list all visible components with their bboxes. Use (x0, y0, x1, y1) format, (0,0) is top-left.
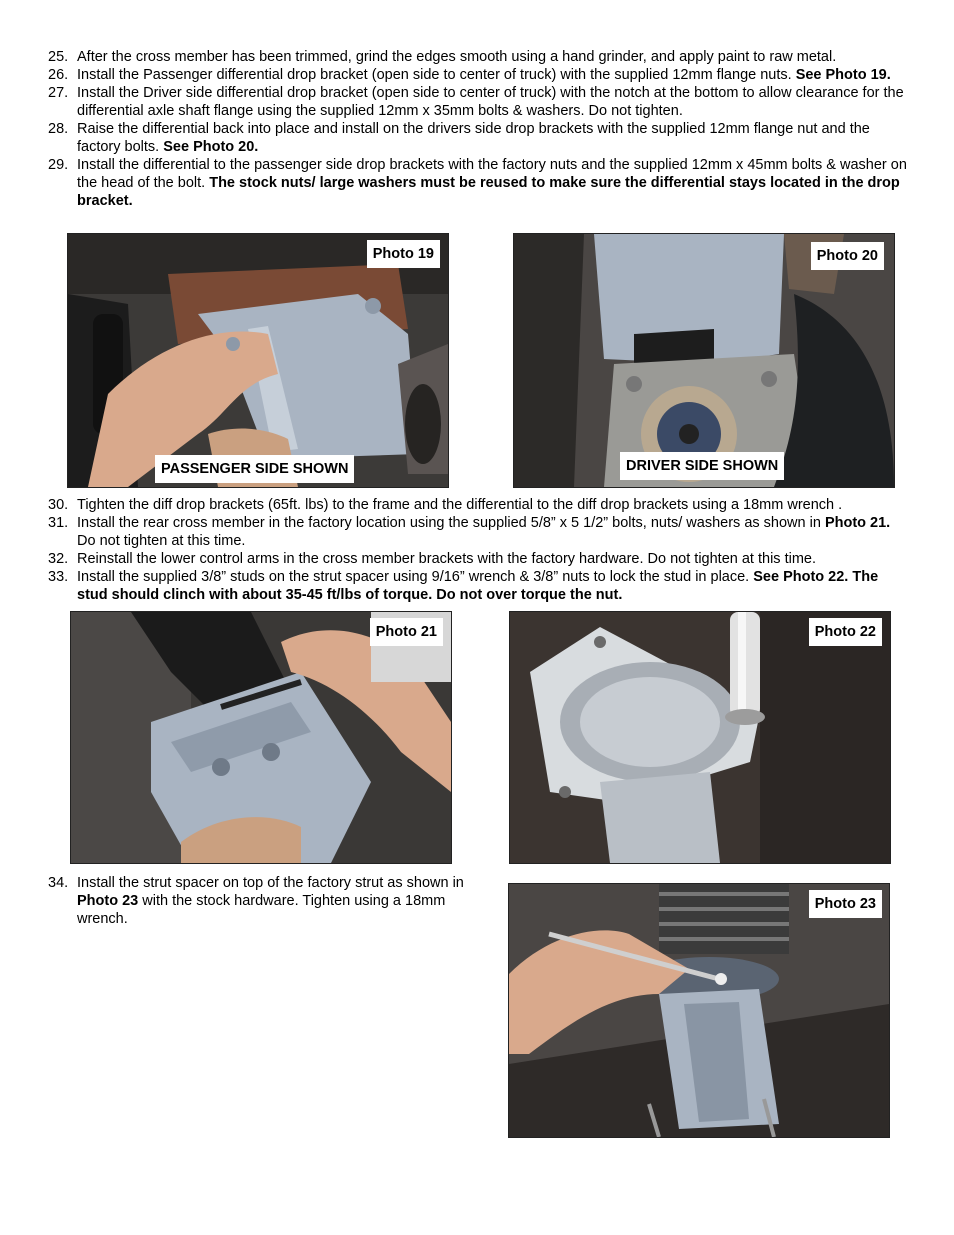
steps-bottom (48, 874, 496, 928)
photo-23 (508, 883, 890, 1138)
photo-21-image (71, 612, 451, 863)
photo-20 (513, 233, 895, 488)
photo-22-image (510, 612, 890, 863)
photo-21 (70, 611, 452, 864)
step-text: Install the Driver side differential drop bracket (open side to center of truck) with the notch at the bottom to allow clearance for the differential axle shaft flange using the supplied 12mm x 35mm bolts & washers. Do not tighten. (77, 85, 904, 119)
instruction-step (48, 156, 910, 210)
step-text: Install the rear cross member in the factory location using the supplied 5/8” x 5 1/2” bolts, nuts/ washers as shown in (77, 515, 825, 531)
photo-20-image (514, 234, 894, 487)
photo-21-label: Photo 21 (370, 618, 443, 646)
photo-22-label: Photo 22 (809, 618, 882, 646)
instruction-step (48, 514, 910, 550)
photo-19-label: Photo 19 (367, 240, 440, 268)
instruction-step (48, 120, 910, 156)
step-text-bold: See Photo 19. (795, 67, 891, 83)
step-text: Raise the differential back into place and install on the drivers side drop brackets with the supplied 12mm flange nut and the factory bolts. (77, 121, 870, 155)
steps-middle (48, 496, 910, 604)
step-text: Install the Passenger differential drop bracket (open side to center of truck) with the supplied 12mm flange nuts. (77, 67, 796, 83)
photo-20-caption: DRIVER SIDE SHOWN (620, 452, 784, 480)
step-number: 29. (48, 157, 69, 173)
step-text: After the cross member has been trimmed, grind the edges smooth using a hand grinder, and apply paint to raw metal. (77, 49, 837, 65)
step-number: 28. (48, 121, 69, 137)
step-text: Install the strut spacer on top of the factory strut as shown in (77, 875, 464, 891)
instruction-step (48, 568, 910, 604)
instruction-step (48, 84, 910, 120)
photo-23-image (509, 884, 889, 1137)
instruction-step (48, 550, 910, 568)
photo-19-caption: PASSENGER SIDE SHOWN (155, 455, 354, 483)
step-text: Install the differential to the passenger side drop brackets with the factory nuts and the supplied 12mm x 45mm bolts & washer on the head of the bolt. (77, 157, 907, 191)
step-text: Tighten the diff drop brackets (65ft. lbs) to the frame and the differential to the diff drop brackets using a 18mm wrench . (77, 497, 843, 513)
step-text: Install the supplied 3/8” studs on the strut spacer using 9/16” wrench & 3/8” nuts to lock the stud in place. (77, 569, 754, 585)
step-text-bold: The stock nuts/ large washers must be reused to make sure the differential stays located in the drop bracket. (77, 175, 900, 209)
photo-19 (67, 233, 449, 488)
step-number: 25. (48, 49, 69, 65)
step-text-bold: Photo 21. (824, 515, 891, 531)
photo-20-label: Photo 20 (811, 242, 884, 270)
step-number: 31. (48, 515, 69, 531)
instruction-step (48, 66, 910, 84)
step-number: 34. (48, 875, 69, 891)
instruction-step (48, 874, 496, 928)
step-text-bold: Photo 23 (77, 893, 139, 909)
photo-22 (509, 611, 891, 864)
photo-19-image (68, 234, 448, 487)
step-number: 30. (48, 497, 69, 513)
step-text-bold: See Photo 22. The stud should clinch with about 35-45 ft/lbs of torque. Do not over torque the nut. (77, 569, 879, 603)
instruction-step (48, 48, 910, 66)
step-number: 27. (48, 85, 69, 101)
photo-23-label: Photo 23 (809, 890, 882, 918)
step-number: 26. (48, 67, 69, 83)
step-text-bold: See Photo 20. (163, 139, 259, 155)
steps-top (48, 48, 910, 210)
step-number: 32. (48, 551, 69, 567)
step-number: 33. (48, 569, 69, 585)
instruction-step (48, 496, 910, 514)
step-text: Reinstall the lower control arms in the cross member brackets with the factory hardware. Do not tighten at this time. (77, 551, 817, 567)
step-text: Do not tighten at this time. (77, 533, 246, 549)
step-text: with the stock hardware. Tighten using a 18mm wrench. (77, 893, 446, 927)
